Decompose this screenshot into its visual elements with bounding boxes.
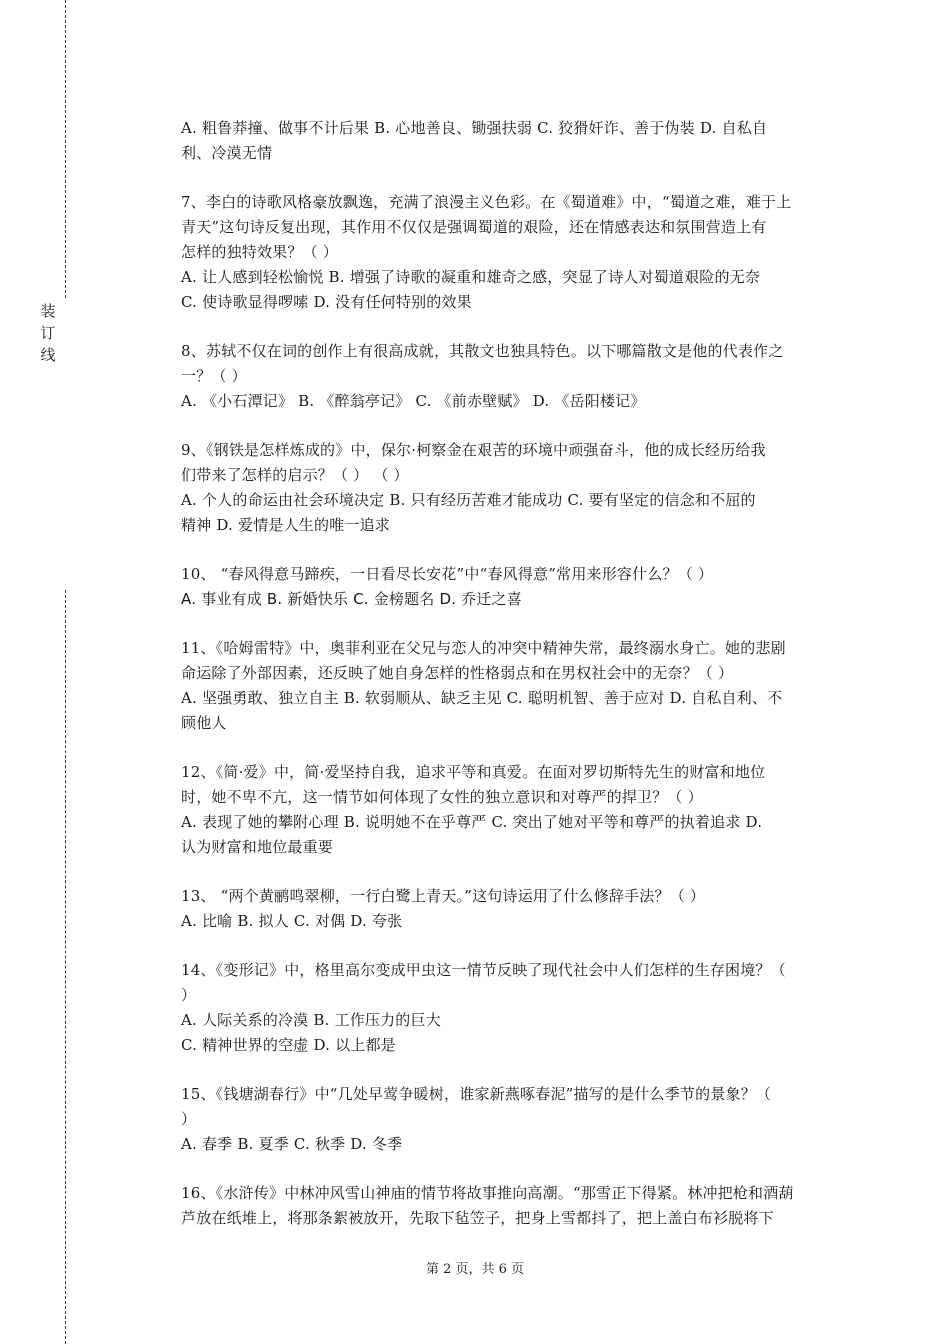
binding-char: 订 xyxy=(40,324,56,342)
binding-line-top xyxy=(65,0,66,298)
question-line: 精神 D. 爱情是人生的唯一追求 xyxy=(181,516,390,534)
question-block-q12 xyxy=(181,760,839,860)
question-line: 芦放在纸堆上，将那条絮被放开，先取下毡笠子，把身上雪都抖了，把上盖白布衫脱将下 xyxy=(181,1209,774,1227)
binding-label xyxy=(38,300,58,366)
question-list xyxy=(181,116,839,1255)
question-block-q14 xyxy=(181,958,839,1058)
question-block-q13 xyxy=(181,884,839,934)
question-line: A. 比喻 B. 拟人 C. 对偶 D. 夸张 xyxy=(181,912,403,930)
question-block-q10 xyxy=(181,562,839,612)
question-line: A. 粗鲁莽撞、做事不计后果 B. 心地善良、锄强扶弱 C. 狡猾奸诈、善于伪装 D. 自私自 xyxy=(181,119,768,137)
question-line: A. 《小石潭记》 B. 《醉翁亭记》 C. 《前赤壁赋》 D. 《岳阳楼记》 xyxy=(181,392,646,410)
question-line: 10、 “春风得意马蹄疾，一日看尽长安花”中“春风得意”常用来形容什么？（ ） xyxy=(181,565,714,583)
question-line: A. 坚强勇敢、独立自主 B. 软弱顺从、缺乏主见 C. 聪明机智、善于应对 D. 自私自利、不 xyxy=(181,689,783,707)
question-line: C. 精神世界的空虚 D. 以上都是 xyxy=(181,1036,396,1054)
question-line: 顾他人 xyxy=(181,714,227,732)
question-line: 12、《简·爱》中，简·爱坚持自我，追求平等和真爱。在面对罗切斯特先生的财富和地位 xyxy=(181,763,766,781)
binding-char: 线 xyxy=(40,346,56,364)
question-line: C. 使诗歌显得啰嗦 D. 没有任何特别的效果 xyxy=(181,293,472,311)
question-line: 16、《水浒传》中林冲风雪山神庙的情节将故事推向高潮。“那雪正下得紧。林冲把枪和酒葫 xyxy=(181,1184,794,1202)
question-block-q11 xyxy=(181,636,839,736)
question-line: A. 让人感到轻松愉悦 B. 增强了诗歌的凝重和雄奇之感，突显了诗人对蜀道艰险的无奈 xyxy=(181,268,761,286)
question-line: 11、《哈姆雷特》中，奥菲利亚在父兄与恋人的冲突中精神失常，最终溺水身亡。她的悲剧 xyxy=(181,639,786,657)
question-block-q16 xyxy=(181,1181,839,1231)
question-line: 时，她不卑不亢，这一情节如何体现了女性的独立意识和对尊严的捍卫？（ ） xyxy=(181,788,703,806)
question-line: 8、苏轼不仅在词的创作上有很高成就，其散文也独具特色。以下哪篇散文是他的代表作之 xyxy=(181,342,784,360)
question-block-q6-options xyxy=(181,116,839,166)
question-block-q15 xyxy=(181,1082,839,1157)
question-block-q9 xyxy=(181,438,839,538)
question-line: 命运除了外部因素，还反映了她自身怎样的性格弱点和在男权社会中的无奈？（ ） xyxy=(181,664,734,682)
question-line: A. 事业有成 B. 新婚快乐 C. 金榜题名 D. 乔迁之喜 xyxy=(181,590,522,608)
question-line: ） xyxy=(181,986,197,1004)
question-line: 怎样的独特效果？（ ） xyxy=(181,243,338,261)
question-line: 7、李白的诗歌风格豪放飘逸，充满了浪漫主义色彩。在《蜀道难》中，“蜀道之难，难于上 xyxy=(181,193,792,211)
question-block-q7 xyxy=(181,190,839,315)
question-line: 9、《钢铁是怎样炼成的》中，保尔·柯察金在艰苦的环境中顽强奋斗，他的成长经历给我 xyxy=(181,441,766,459)
question-line: 15、《钱塘湖春行》中“几处早莺争暖树，谁家新燕啄春泥”描写的是什么季节的景象？（ xyxy=(181,1085,772,1103)
question-line: 一？（ ） xyxy=(181,367,247,385)
question-line: ） xyxy=(181,1110,197,1128)
question-block-q8 xyxy=(181,339,839,414)
binding-char: 装 xyxy=(40,302,56,320)
question-line: 青天”这句诗反复出现，其作用不仅仅是强调蜀道的艰险，还在情感表达和氛围营造上有 xyxy=(181,218,767,236)
page-footer: 第 2 页，共 6 页 xyxy=(425,1262,525,1277)
question-line: 们带来了怎样的启示？（ ） （ ） xyxy=(181,466,409,484)
question-line: 13、 “两个黄鹂鸣翠柳，一行白鹭上青天。”这句诗运用了什么修辞手法？（ ） xyxy=(181,887,706,905)
question-line: A. 人际关系的冷漠 B. 工作压力的巨大 xyxy=(181,1011,441,1029)
binding-line-bottom xyxy=(65,590,66,1344)
question-line: 利、冷漠无情 xyxy=(181,144,273,162)
question-line: A. 表现了她的攀附心理 B. 说明她不在乎尊严 C. 突出了她对平等和尊严的执着追求 D. xyxy=(181,813,763,831)
question-line: 认为财富和地位最重要 xyxy=(181,838,334,856)
question-line: A. 个人的命运由社会环境决定 B. 只有经历苦难才能成功 C. 要有坚定的信念和不屈的 xyxy=(181,491,756,509)
question-line: 14、《变形记》中，格里高尔变成甲虫这一情节反映了现代社会中人们怎样的生存困境？（ xyxy=(181,961,786,979)
question-line: A. 春季 B. 夏季 C. 秋季 D. 冬季 xyxy=(181,1135,403,1153)
